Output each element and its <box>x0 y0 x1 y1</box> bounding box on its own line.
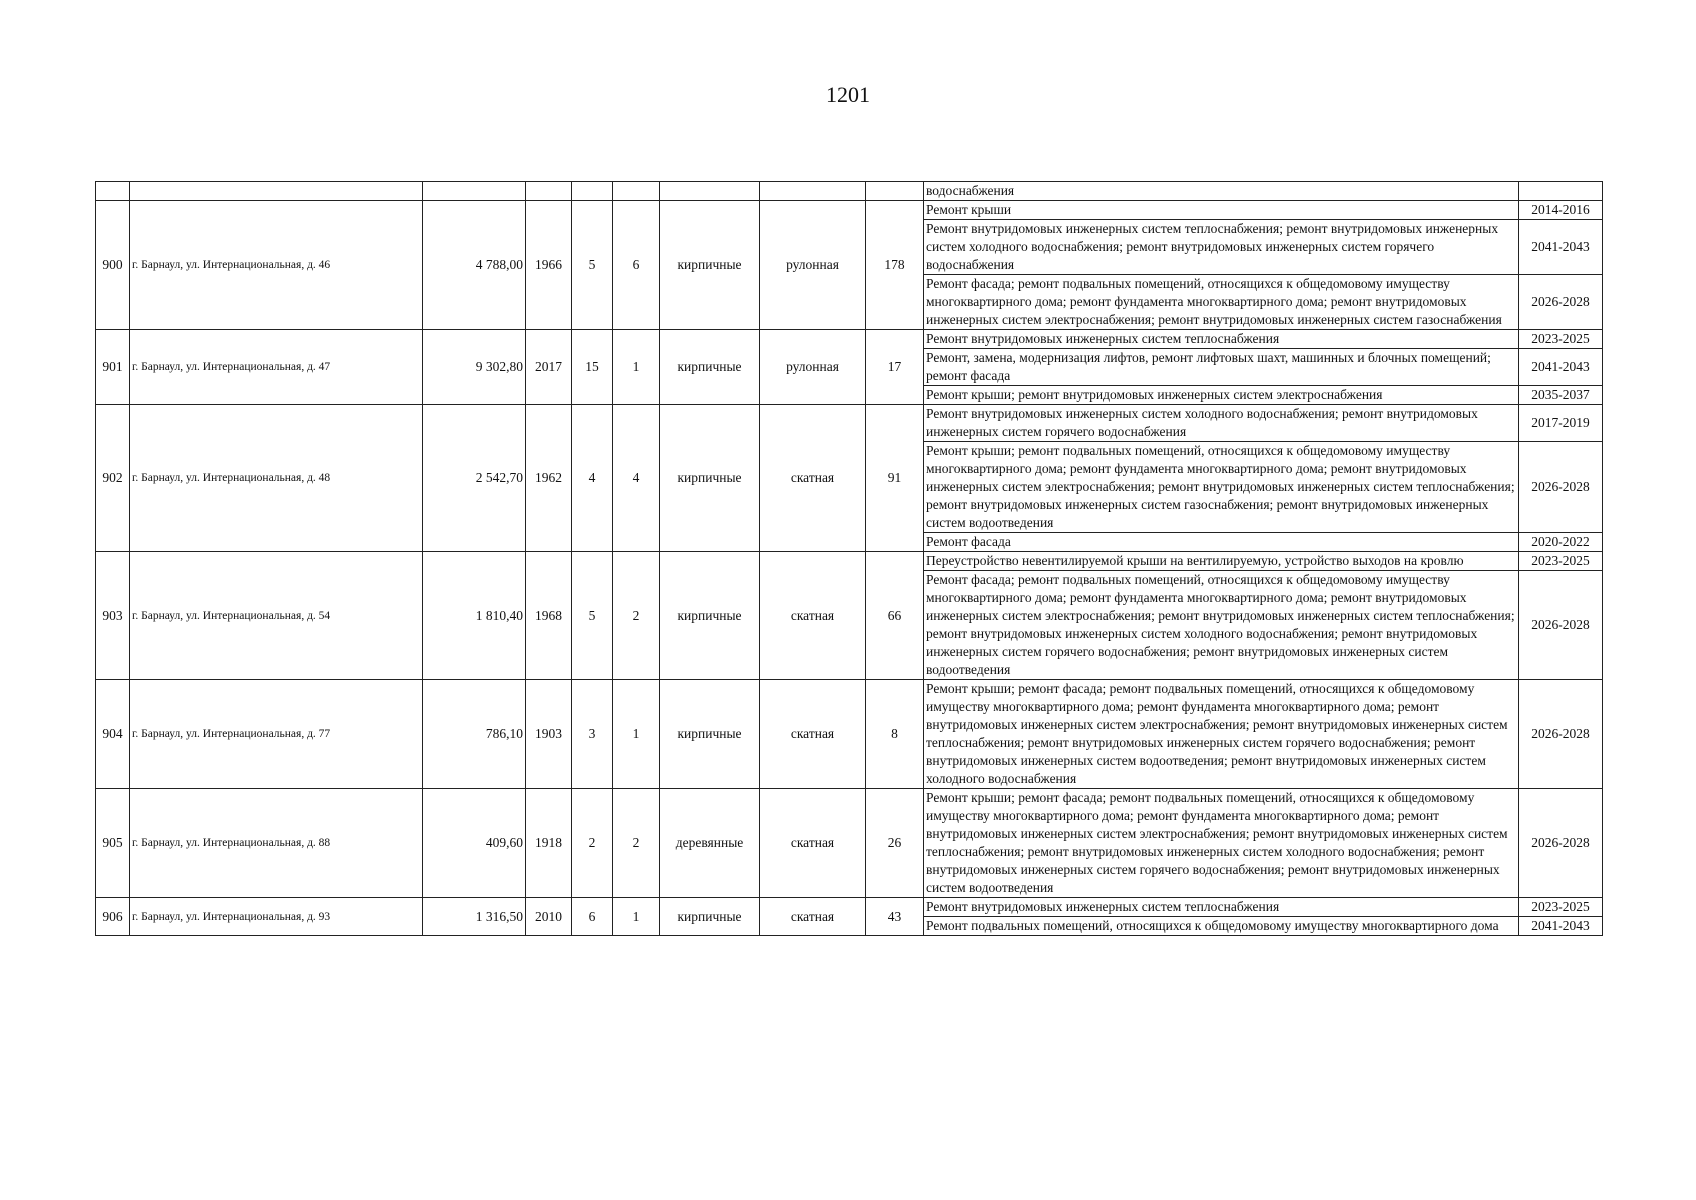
row-number: 904 <box>96 680 130 789</box>
work-period: 2020-2022 <box>1519 533 1603 552</box>
year-cell: 2010 <box>526 898 572 936</box>
address-cell: г. Барнаул, ул. Интернациональная, д. 48 <box>130 405 423 552</box>
work-description: Ремонт фасада; ремонт подвальных помещений, относящихся к общедомовому имуществу многоквартирного дома; ремонт фундамента многоквартирного дома; ремонт внутридомовых инженерных систем электроснабжения; ремонт внутридомовых инженерных систем газоснабжения <box>924 275 1519 330</box>
empty-cell <box>96 182 130 201</box>
address-cell: г. Барнаул, ул. Интернациональная, д. 46 <box>130 201 423 330</box>
work-period: 2023-2025 <box>1519 552 1603 571</box>
work-description: Ремонт крыши; ремонт внутридомовых инженерных систем электроснабжения <box>924 386 1519 405</box>
entrances-cell: 2 <box>613 552 660 680</box>
residents-cell: 8 <box>866 680 924 789</box>
year-cell: 1918 <box>526 789 572 898</box>
work-description: Ремонт крыши <box>924 201 1519 220</box>
table-row <box>96 201 1603 220</box>
area-cell: 409,60 <box>423 789 526 898</box>
row-number: 900 <box>96 201 130 330</box>
table-row <box>96 405 1603 442</box>
work-period: 2041-2043 <box>1519 220 1603 275</box>
roof-type-cell: скатная <box>760 680 866 789</box>
year-cell: 1903 <box>526 680 572 789</box>
walls-material-cell: деревянные <box>660 789 760 898</box>
walls-material-cell: кирпичные <box>660 552 760 680</box>
empty-cell <box>660 182 760 201</box>
address-cell: г. Барнаул, ул. Интернациональная, д. 88 <box>130 789 423 898</box>
work-description: Ремонт фасада <box>924 533 1519 552</box>
work-description: Ремонт фасада; ремонт подвальных помещений, относящихся к общедомовому имуществу многоквартирного дома; ремонт фундамента многоквартирного дома; ремонт внутридомовых инженерных систем электроснабжения; ремонт внутридомовых инженерных систем теплоснабжения; ремонт внутридомовых инженерных систем холодного водоснабжения; ремонт внутридомовых инженерных систем горячего водоснабжения; ремонт внутридомовых инженерных систем водоотведения <box>924 571 1519 680</box>
address-cell: г. Барнаул, ул. Интернациональная, д. 93 <box>130 898 423 936</box>
year-cell: 2017 <box>526 330 572 405</box>
work-period: 2014-2016 <box>1519 201 1603 220</box>
work-period: 2026-2028 <box>1519 680 1603 789</box>
entrances-cell: 6 <box>613 201 660 330</box>
work-period: 2041-2043 <box>1519 917 1603 936</box>
table-body <box>96 182 1603 936</box>
roof-type-cell: скатная <box>760 898 866 936</box>
row-number: 903 <box>96 552 130 680</box>
capital-repair-table <box>95 181 1603 936</box>
work-description: Ремонт, замена, модернизация лифтов, ремонт лифтовых шахт, машинных и блочных помещений; ремонт фасада <box>924 349 1519 386</box>
row-number: 905 <box>96 789 130 898</box>
work-period: 2026-2028 <box>1519 789 1603 898</box>
empty-cell <box>866 182 924 201</box>
work-description: Ремонт крыши; ремонт фасада; ремонт подвальных помещений, относящихся к общедомовому имуществу многоквартирного дома; ремонт фундамента многоквартирного дома; ремонт внутридомовых инженерных систем электроснабжения; ремонт внутридомовых инженерных систем теплоснабжения; ремонт внутридомовых инженерных систем холодного водоснабжения; ремонт внутридомовых инженерных систем горячего водоснабжения; ремонт внутридомовых инженерных систем водоотведения <box>924 789 1519 898</box>
work-period: 2026-2028 <box>1519 275 1603 330</box>
empty-cell <box>526 182 572 201</box>
work-description: Ремонт внутридомовых инженерных систем теплоснабжения <box>924 898 1519 917</box>
page-number: 1201 <box>826 82 870 107</box>
residents-cell: 91 <box>866 405 924 552</box>
table-row <box>96 789 1603 898</box>
floors-cell: 2 <box>572 789 613 898</box>
roof-type-cell: скатная <box>760 405 866 552</box>
work-description: Переустройство невентилируемой крыши на вентилируемую, устройство выходов на кровлю <box>924 552 1519 571</box>
work-description: Ремонт внутридомовых инженерных систем теплоснабжения <box>924 330 1519 349</box>
roof-type-cell: рулонная <box>760 330 866 405</box>
year-cell: 1966 <box>526 201 572 330</box>
residents-cell: 66 <box>866 552 924 680</box>
entrances-cell: 4 <box>613 405 660 552</box>
work-description: Ремонт крыши; ремонт фасада; ремонт подвальных помещений, относящихся к общедомовому имуществу многоквартирного дома; ремонт фундамента многоквартирного дома; ремонт внутридомовых инженерных систем электроснабжения; ремонт внутридомовых инженерных систем теплоснабжения; ремонт внутридомовых инженерных систем горячего водоснабжения; ремонт внутридомовых инженерных систем водоотведения; ремонт внутридомовых инженерных систем холодного водоснабжения <box>924 680 1519 789</box>
area-cell: 4 788,00 <box>423 201 526 330</box>
empty-cell <box>130 182 423 201</box>
address-cell: г. Барнаул, ул. Интернациональная, д. 47 <box>130 330 423 405</box>
empty-cell <box>760 182 866 201</box>
area-cell: 2 542,70 <box>423 405 526 552</box>
work-period: 2017-2019 <box>1519 405 1603 442</box>
address-cell: г. Барнаул, ул. Интернациональная, д. 54 <box>130 552 423 680</box>
floors-cell: 5 <box>572 552 613 680</box>
area-cell: 1 316,50 <box>423 898 526 936</box>
work-period <box>1519 182 1603 201</box>
table-row <box>96 898 1603 917</box>
entrances-cell: 1 <box>613 680 660 789</box>
work-description: водоснабжения <box>924 182 1519 201</box>
entrances-cell: 2 <box>613 789 660 898</box>
floors-cell: 15 <box>572 330 613 405</box>
empty-cell <box>423 182 526 201</box>
roof-type-cell: скатная <box>760 789 866 898</box>
walls-material-cell: кирпичные <box>660 201 760 330</box>
area-cell: 786,10 <box>423 680 526 789</box>
work-period: 2023-2025 <box>1519 330 1603 349</box>
roof-type-cell: скатная <box>760 552 866 680</box>
residents-cell: 43 <box>866 898 924 936</box>
work-period: 2026-2028 <box>1519 442 1603 533</box>
row-number: 906 <box>96 898 130 936</box>
floors-cell: 6 <box>572 898 613 936</box>
residents-cell: 178 <box>866 201 924 330</box>
empty-cell <box>572 182 613 201</box>
floors-cell: 4 <box>572 405 613 552</box>
work-period: 2023-2025 <box>1519 898 1603 917</box>
area-cell: 1 810,40 <box>423 552 526 680</box>
entrances-cell: 1 <box>613 898 660 936</box>
residents-cell: 26 <box>866 789 924 898</box>
table-row <box>96 552 1603 571</box>
entrances-cell: 1 <box>613 330 660 405</box>
work-description: Ремонт подвальных помещений, относящихся к общедомовому имуществу многоквартирного дома <box>924 917 1519 936</box>
work-period: 2041-2043 <box>1519 349 1603 386</box>
table-row <box>96 680 1603 789</box>
address-cell: г. Барнаул, ул. Интернациональная, д. 77 <box>130 680 423 789</box>
empty-cell <box>613 182 660 201</box>
floors-cell: 3 <box>572 680 613 789</box>
row-number: 901 <box>96 330 130 405</box>
work-description: Ремонт внутридомовых инженерных систем теплоснабжения; ремонт внутридомовых инженерных систем холодного водоснабжения; ремонт внутридомовых инженерных систем горячего водоснабжения <box>924 220 1519 275</box>
year-cell: 1962 <box>526 405 572 552</box>
work-period: 2035-2037 <box>1519 386 1603 405</box>
roof-type-cell: рулонная <box>760 201 866 330</box>
work-description: Ремонт крыши; ремонт подвальных помещений, относящихся к общедомовому имуществу многоквартирного дома; ремонт фундамента многоквартирного дома; ремонт внутридомовых инженерных систем электроснабжения; ремонт внутридомовых инженерных систем теплоснабжения; ремонт внутридомовых инженерных систем газоснабжения; ремонт внутридомовых инженерных систем водоотведения <box>924 442 1519 533</box>
walls-material-cell: кирпичные <box>660 680 760 789</box>
continuation-row <box>96 182 1603 201</box>
work-description: Ремонт внутридомовых инженерных систем холодного водоснабжения; ремонт внутридомовых инженерных систем горячего водоснабжения <box>924 405 1519 442</box>
area-cell: 9 302,80 <box>423 330 526 405</box>
row-number: 902 <box>96 405 130 552</box>
table-row <box>96 330 1603 349</box>
year-cell: 1968 <box>526 552 572 680</box>
residents-cell: 17 <box>866 330 924 405</box>
walls-material-cell: кирпичные <box>660 405 760 552</box>
walls-material-cell: кирпичные <box>660 330 760 405</box>
work-period: 2026-2028 <box>1519 571 1603 680</box>
walls-material-cell: кирпичные <box>660 898 760 936</box>
floors-cell: 5 <box>572 201 613 330</box>
